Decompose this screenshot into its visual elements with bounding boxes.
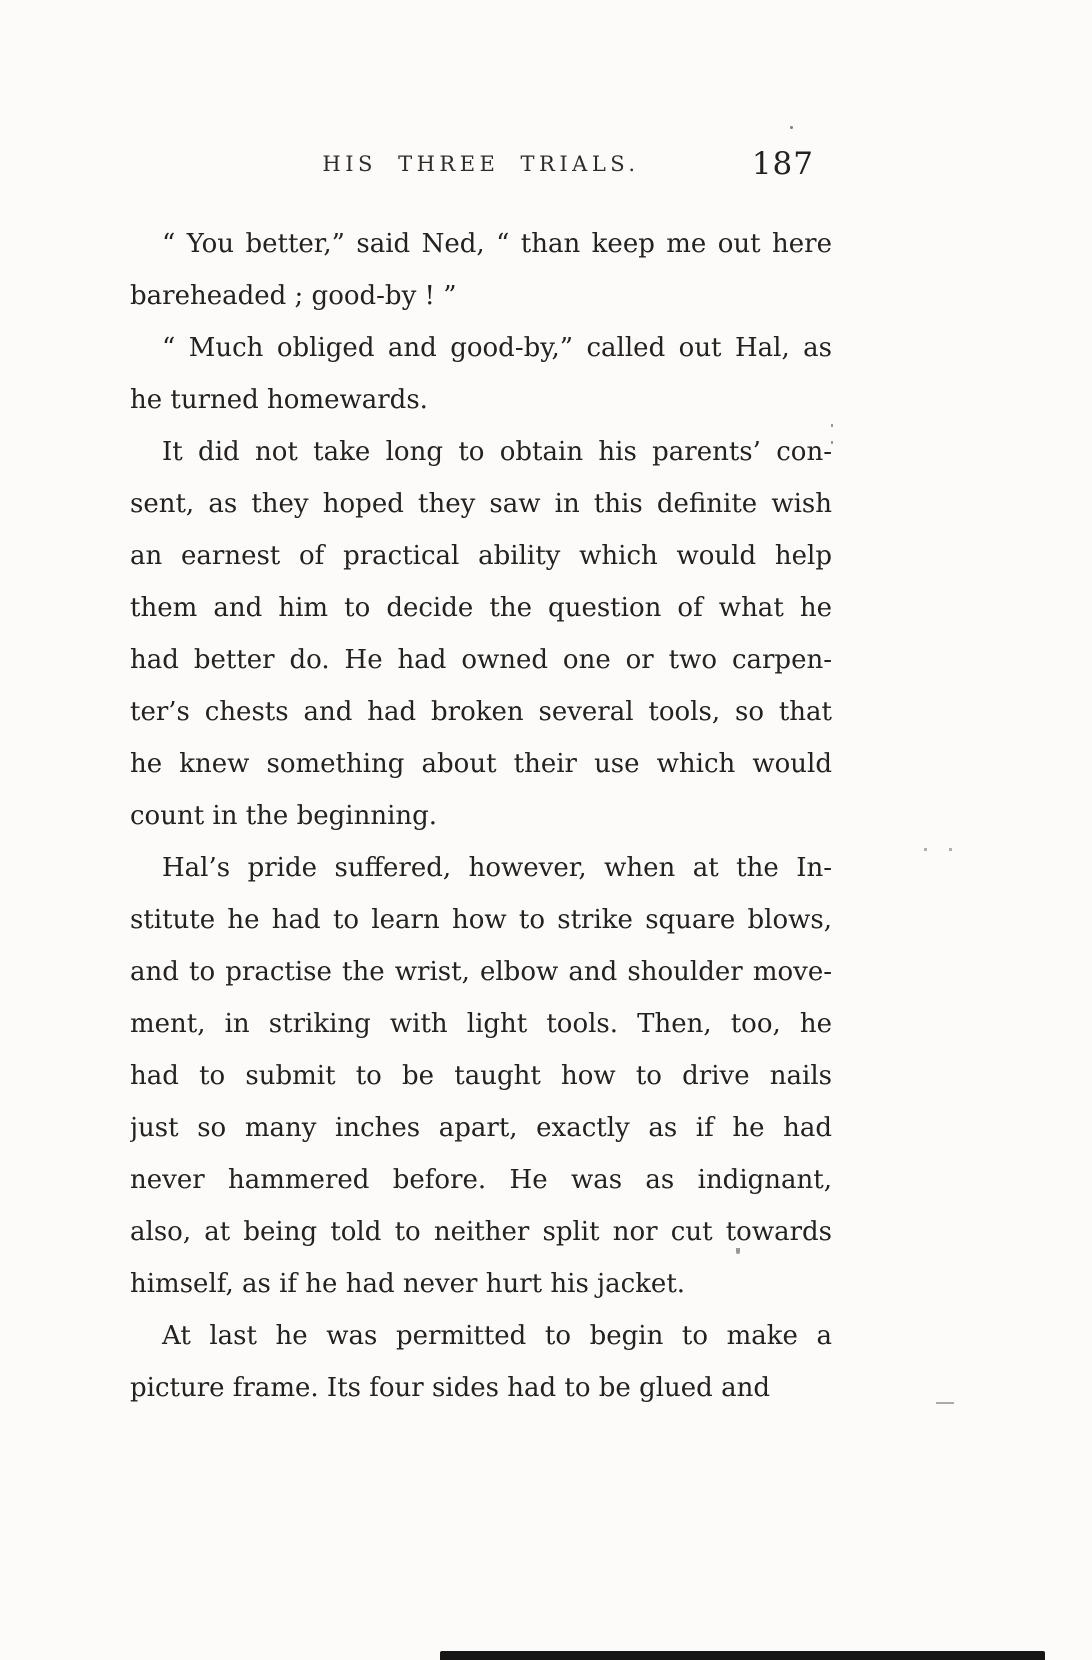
text-line: also, at being told to neither split nor cut towards [130, 1217, 832, 1247]
text-line: “ You better,” said Ned, “ than keep me out here [162, 229, 832, 259]
page-body [130, 218, 832, 1414]
text-line: Hal’s pride suffered, however, when at the In- [162, 853, 832, 883]
text-line: It did not take long to obtain his parents’ con- [162, 437, 832, 467]
scan-artifact-speck [736, 1248, 740, 1254]
page-header [130, 146, 832, 192]
paragraph [130, 842, 832, 1310]
text-line: At last he was permitted to begin to make a [162, 1321, 832, 1351]
scan-artifact-marks [831, 424, 833, 444]
paragraph [130, 218, 832, 322]
text-line: had better do. He had owned one or two carpen- [130, 645, 832, 675]
scan-artifact-bar [440, 1651, 1045, 1660]
text-line: stitute he had to learn how to strike square blows, [130, 905, 832, 935]
text-line: ter’s chests and had broken several tools, so that [130, 697, 832, 727]
running-title: HIS THREE TRIALS. [322, 152, 640, 176]
text-line: himself, as if he had never hurt his jacket. [130, 1269, 686, 1299]
scan-artifact-dash [936, 1402, 954, 1404]
scan-artifact-dot [790, 126, 793, 129]
page-number: 187 [751, 146, 814, 182]
text-line: picture frame. Its four sides had to be glued and [130, 1373, 770, 1403]
text-line: never hammered before. He was as indignant, [130, 1165, 832, 1195]
paragraph [130, 1310, 832, 1414]
scan-artifact-marks [924, 848, 952, 851]
text-line: ment, in striking with light tools. Then, too, he [130, 1009, 832, 1039]
text-line: sent, as they hoped they saw in this definite wish [130, 489, 832, 519]
text-line: them and him to decide the question of what he [130, 593, 832, 623]
paragraph [130, 426, 832, 842]
text-line: count in the beginning. [130, 801, 438, 831]
text-line: “ Much obliged and good-by,” called out Hal, as [162, 333, 832, 363]
text-line: bareheaded ; good-by ! ” [130, 281, 457, 311]
text-line: an earnest of practical ability which would help [130, 541, 832, 571]
text-line: he knew something about their use which would [130, 749, 832, 779]
text-line: just so many inches apart, exactly as if he had [130, 1113, 832, 1143]
paragraph [130, 322, 832, 426]
text-line: he turned homewards. [130, 385, 428, 415]
text-line: had to submit to be taught how to drive nails [130, 1061, 832, 1091]
text-line: and to practise the wrist, elbow and shoulder move- [130, 957, 832, 987]
